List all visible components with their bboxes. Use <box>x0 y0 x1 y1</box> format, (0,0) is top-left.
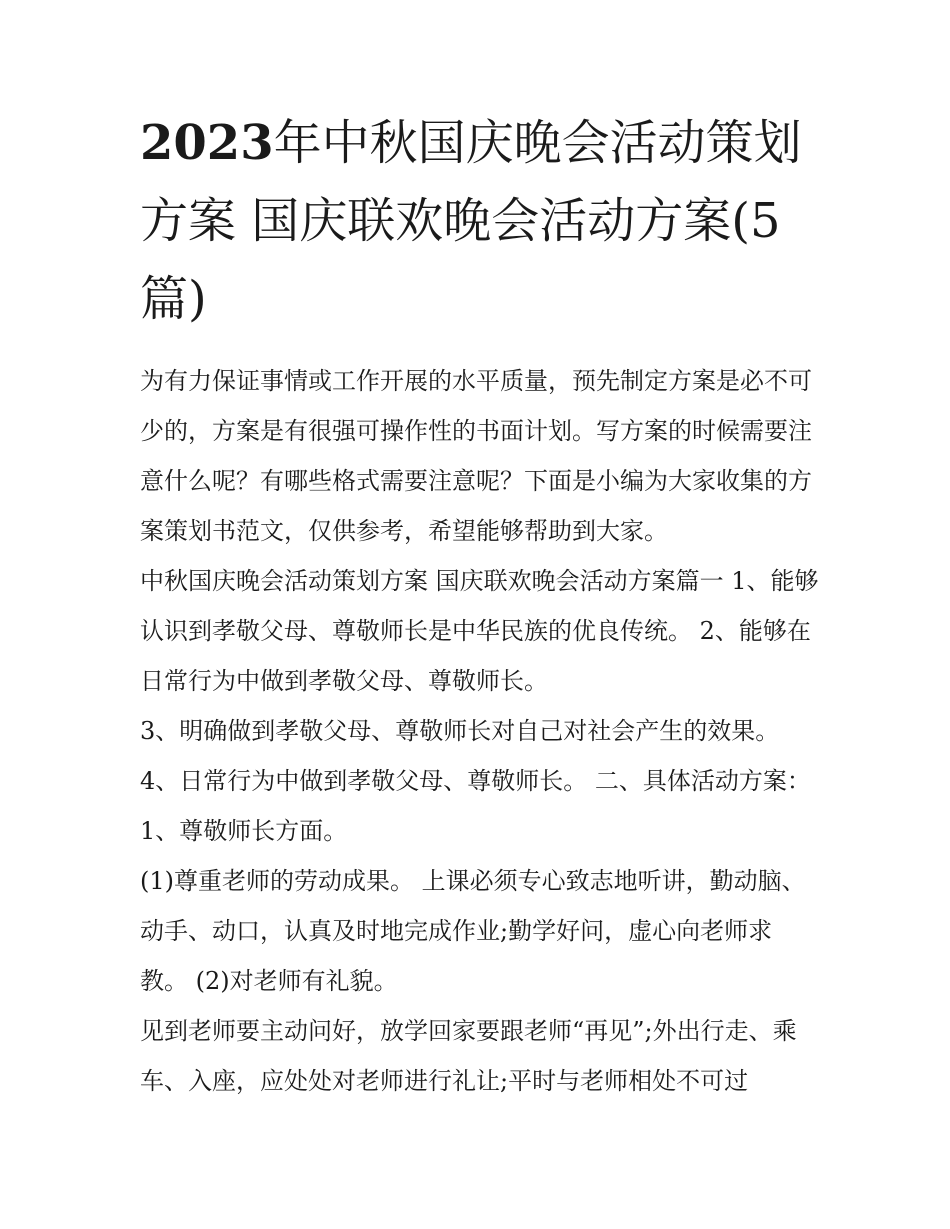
document-title <box>140 104 820 338</box>
paragraph-section-one: 中秋国庆晚会活动策划方案 国庆联欢晚会活动方案篇一 1、能够认识到孝敬父母、尊敬师长是中华民族的优良传统。 2、能够在日常行为中做到孝敬父母、尊敬师长。 <box>140 567 819 695</box>
document-page <box>140 104 820 1106</box>
paragraph-item-3: 3、明确做到孝敬父母、尊敬师长对自己对社会产生的效果。 <box>140 717 780 745</box>
title-text: 年中秋国庆晚会活动策划方案 国庆联欢晚会活动方案(5篇) <box>140 115 802 327</box>
paragraph-respect-teachers: (1)尊重老师的劳动成果。 上课必须专心致志地听讲，勤动脑、动手、动口，认真及时地完成作业;勤学好问，虚心向老师求教。 (2)对老师有礼貌。 <box>140 867 806 995</box>
paragraph-greet-teachers: 见到老师要主动问好，放学回家要跟老师“再见”;外出行走、乘车、入座，应处处对老师进行礼让;平时与老师相处不可过 <box>140 1017 797 1095</box>
title-year: 2023 <box>140 115 274 171</box>
paragraph-intro: 为有力保证事情或工作开展的水平质量，预先制定方案是必不可少的，方案是有很强可操作性的书面计划。写方案的时候需要注意什么呢？有哪些格式需要注意呢？下面是小编为大家收集的方案策划书范文，仅供参考，希望能够帮助到大家。 <box>140 367 812 545</box>
paragraph-item-4: 4、日常行为中做到孝敬父母、尊敬师长。 二、具体活动方案： 1、尊敬师长方面。 <box>140 767 811 845</box>
